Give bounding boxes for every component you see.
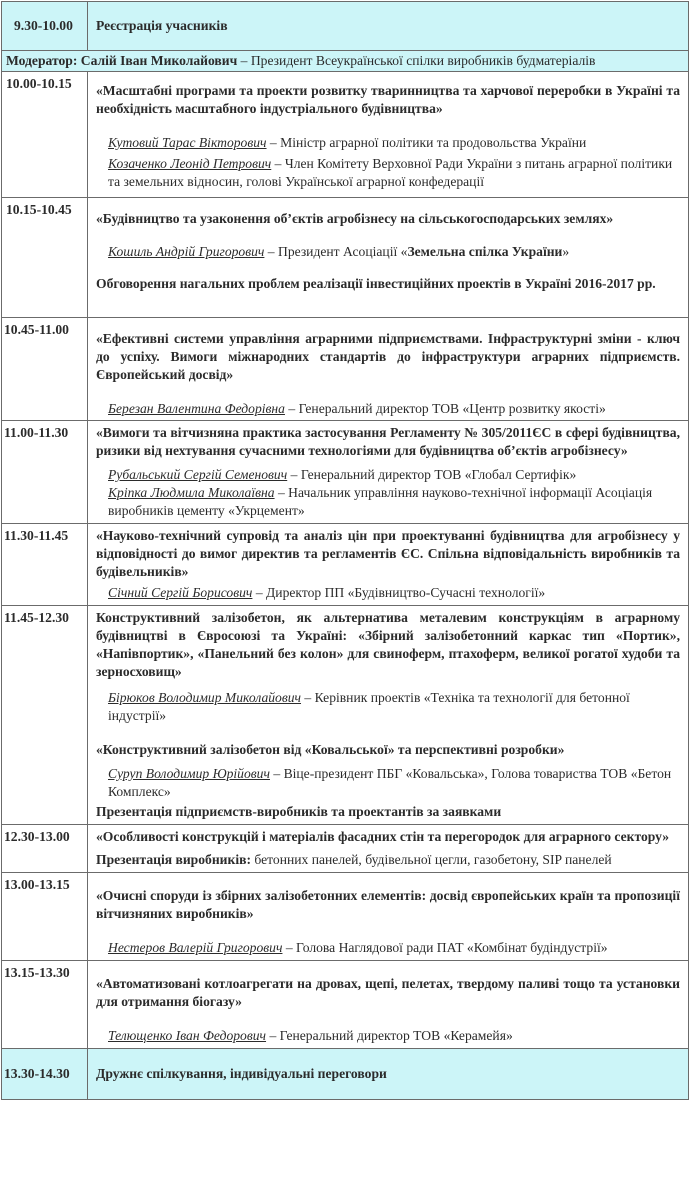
speaker-name: Телющенко Іван Федорович [108,1028,267,1043]
speaker [96,939,680,957]
presentation-label: Презентація виробників: [96,852,251,867]
session-title: «Науково-технічний супровід та аналіз цін при проектуванні будівництва для агробізнесу у відповідності до вимог директив та регламентів ЄС. Спільна відповідальність виробників та будівельників» [96,528,680,579]
time-cell: 13.30-14.30 [2,1049,88,1100]
speaker [96,689,680,725]
program-table [1,1,689,1100]
presentation-line [96,851,680,869]
time-cell: 10.00-10.15 [2,72,88,198]
session-note: Обговорення нагальних проблем реалізації інвестиційних проектів в Україні 2016-2017 рр. [96,276,656,291]
registration-row [2,2,689,51]
time-cell: 12.30-13.00 [2,825,88,873]
speaker-role: – Член Комітету Верховної Ради України з питань аграрної політики та земельних відносин, голові Української аграрної конфедерації [108,156,673,189]
session-subtitle: «Конструктивний залізобетон від «Ковальської» та перспективні розробки» [96,742,565,757]
moderator-label: Модератор: Салій Іван Миколайович [6,53,238,68]
speaker [96,243,680,261]
speaker [96,1027,680,1045]
speaker-org: Земельна спілка України [407,244,563,259]
speaker [96,466,680,484]
time-cell: 11.45-12.30 [2,606,88,825]
speaker-role: – Віце-президент ПБГ «Ковальська», Голова товариства ТОВ «Бетон Комплекс» [108,766,672,799]
time-cell: 11.30-11.45 [2,524,88,606]
presentation-text: бетонних панелей, будівельної цегли, газобетону, SIP панелей [250,852,612,867]
time-cell: 11.00-11.30 [2,421,88,524]
session-title: «Очисні споруди із збірних залізобетонних елементів: досвід європейських країн та пропозиції вітчизняних виробників» [96,888,680,921]
speaker-name: Козаченко Леонід Петрович [108,156,272,171]
speaker-name: Суруп Володимир Юрійович [108,766,270,781]
moderator-role: – Президент Всеукраїнської спілки виробників будматеріалів [237,53,596,68]
speaker-name: Кутовий Тарас Вікторович [108,135,267,150]
moderator-row [2,51,689,72]
speaker-name: Нестеров Валерій Григорович [108,940,283,955]
session-title: Конструктивний залізобетон, як альтернатива металевим конструкціям в аграрному будівництві в Євросоюзі та Україні: «Збірний залізобетонний каркас тип «Портик», «Напівпортик», «Панельний без колон» для свиноферм, птахоферм, великої рогатої худоби та зерносховищ» [96,610,680,679]
speaker-role: – Голова Наглядової ради ПАТ «Комбінат будіндустрії» [282,940,608,955]
moderator-cell [2,51,689,72]
speaker [96,765,680,801]
speaker-name: Січний Сергій Борисович [108,585,253,600]
registration-text: Реєстрація учасників [88,2,689,51]
speaker-name: Кошиль Андрій Григорович [108,244,265,259]
speaker-role: – Начальник управління науково-технічної інформації Асоціація виробників цементу «Укрцемент» [108,485,653,518]
speaker-role: – Міністр аграрної політики та продовольства України [266,135,587,150]
time-cell: 13.00-13.15 [2,873,88,961]
speaker-role-end: » [562,244,570,259]
session-row [2,961,689,1049]
speaker-role: – Генеральний директор ТОВ «Центр розвитку якості» [284,401,606,416]
closing-text: Дружнє спілкування, індивідуальні переговори [88,1049,689,1100]
speaker-name: Бірюков Володимир Миколайович [108,690,302,705]
speaker [96,134,680,152]
session-title: «Масштабні програми та проекти розвитку тваринництва та харчової переробки в Україні та необхідність масштабного індустріального будівництва» [96,83,680,116]
speaker-name: Рубальський Сергій Семенович [108,467,288,482]
speaker [96,584,680,602]
session-row [2,873,689,961]
session-row [2,825,689,873]
session-title: «Будівництво та узаконення об’єктів агробізнесу на сільськогосподарських землях» [96,211,614,226]
time-cell: 10.45-11.00 [2,318,88,421]
session-row [2,318,689,421]
speaker [96,484,680,520]
time-cell: 9.30-10.00 [2,2,88,51]
session-title: «Автоматизовані котлоагрегати на дровах, щепі, пелетах, твердому паливі тощо та установки для отримання біогазу» [96,976,680,1009]
speaker [96,155,680,191]
speaker-role: – Генеральний директор ТОВ «Керамейя» [266,1028,513,1043]
session-row [2,72,689,198]
session-title: «Особливості конструкцій і матеріалів фасадних стін та перегородок для аграрного сектору» [96,829,670,844]
session-row [2,421,689,524]
session-row [2,198,689,318]
speaker [96,400,680,418]
speaker-role: – Генеральний директор ТОВ «Глобал Сертифік» [287,467,577,482]
session-row [2,524,689,606]
speaker-role: – Керівник проектів «Техніка та технології для бетонної індустрії» [108,690,630,723]
session-note: Презентація підприємств-виробників та проектантів за заявками [96,804,502,819]
time-cell: 13.15-13.30 [2,961,88,1049]
speaker-name: Кріпка Людмила Миколаївна [108,485,275,500]
session-title: «Ефективні системи управління аграрними підприємствами. Інфраструктурні зміни - ключ до успіху. Вимоги міжнародних стандартів до інфраструктури аграрних підприємств. Європейський досвід» [96,331,680,382]
session-row [2,606,689,825]
speaker-role: – Директор ПП «Будівництво-Сучасні технології» [252,585,546,600]
speaker-role: – Президент Асоціації « [264,244,408,259]
speaker-name: Березан Валентина Федорівна [108,401,285,416]
session-title: «Вимоги та вітчизняна практика застосування Регламенту № 305/2011ЄС в сфері будівництва, ризики від нехтування сучасними технологіями для будівництва об’єктів агробізнесу» [96,425,680,458]
time-cell: 10.15-10.45 [2,198,88,318]
closing-row [2,1049,689,1100]
